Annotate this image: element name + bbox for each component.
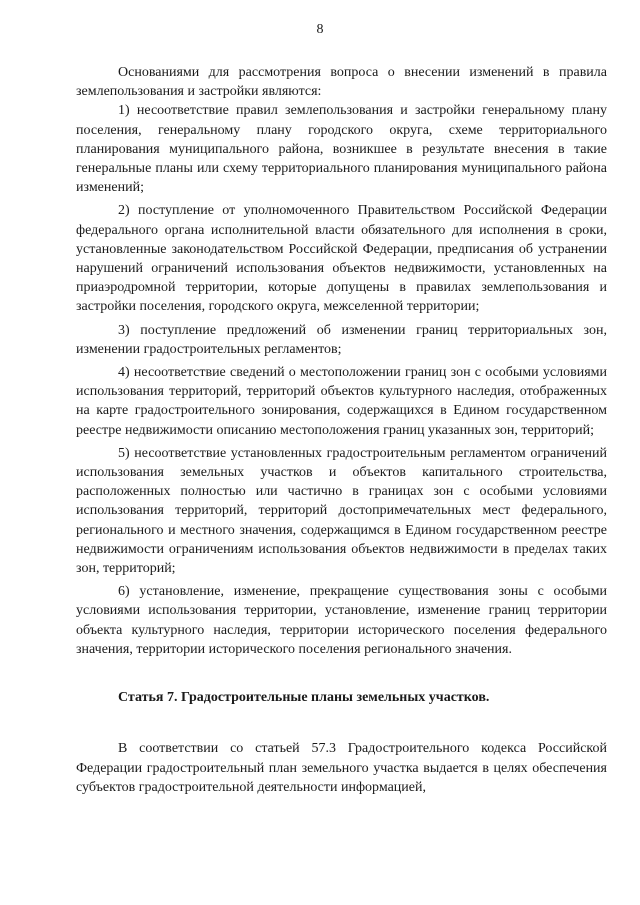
list-item-4: 4) несоответствие сведений о местоположении границ зон с особыми условиями использования территорий, территорий объектов культурного наследия, отображенных на карте градостроительного зонирования, содержащихся в Едином государственном реестре недвижимости описанию местоположения границ указанных зон, территорий; xyxy=(76,365,607,438)
document-body xyxy=(76,63,607,797)
page-number: 8 xyxy=(316,22,324,37)
closing-paragraph: В соответствии со статьей 57.3 Градостроительного кодекса Российской Федерации градостроительный план земельного участка выдается в целях обеспечения субъектов градостроительной деятельности информацией, xyxy=(76,741,607,795)
intro-paragraph: Основаниями для рассмотрения вопроса о внесении изменений в правила землепользования и застройки являются: xyxy=(76,65,607,100)
section-heading: Статья 7. Градостроительные планы земельных участков. xyxy=(118,690,490,706)
list-item-5: 5) несоответствие установленных градостроительным регламентом ограничений использования земельных участков и объектов капитального строительства, расположенных полностью или частично в границах зон с особыми условиями использования территорий, территорий достопримечательных мест федерального, регионального и местного значения, содержащимся в Едином государственном реестре недвижимости ограничениям использования объектов недвижимости в пределах таких зон, территорий; xyxy=(76,445,607,577)
list-item-1: 1) несоответствие правил землепользования и застройки генеральному плану поселения, генеральному плану городского округа, схеме территориального планирования муниципального района, возникшее в результате внесения в такие генеральные планы или схему территориального планирования муниципального района изменений; xyxy=(76,103,607,196)
list-item-3: 3) поступление предложений об изменении границ территориальных зон, изменении градостроительных регламентов; xyxy=(76,322,607,357)
list-item-2: 2) поступление от уполномоченного Правительством Российской Федерации федерального органа исполнительной власти обязательного для исполнения в сроки, установленные законодательством Российской Федерации, предписания об устранении нарушений ограничений использования объектов недвижимости, установленных на приаэродромной территории, которые допущены в правилах землепользования и застройки поселения, городского округа, межселенной территории; xyxy=(76,203,607,315)
list-item-6: 6) установление, изменение, прекращение существования зоны с особыми условиями использования территории, установление, изменение границ территории объекта культурного наследия, территории исторического поселения федерального значения, территории исторического поселения регионального значения. xyxy=(76,584,607,657)
